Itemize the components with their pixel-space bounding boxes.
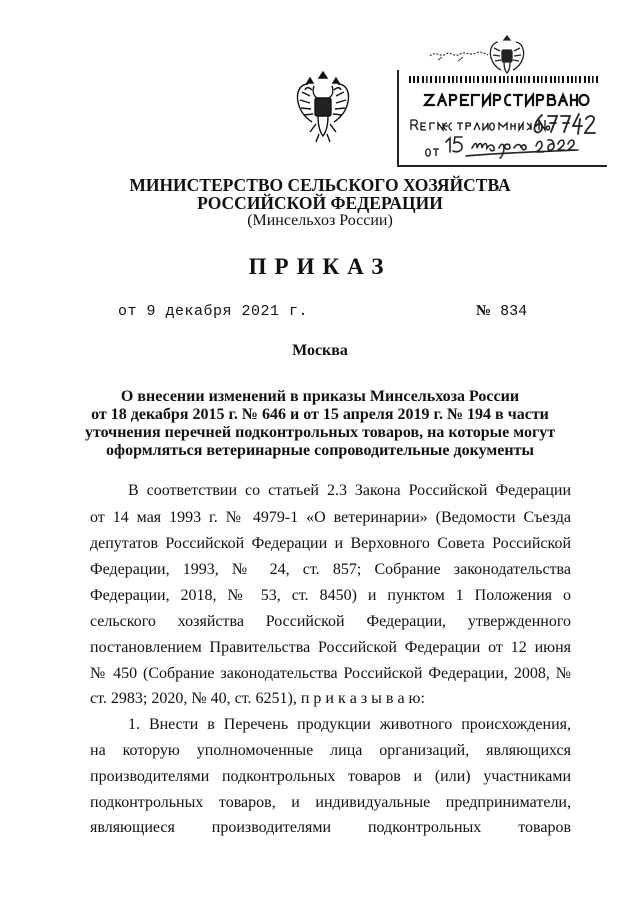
order-title-line: от 18 декабря 2015 г. № 646 и от 15 апреля 2019 г. № 194 в части [91,406,549,423]
order-title-line: оформляться ветеринарные сопроводительные документы [106,442,534,459]
order-title-line: уточнения перечней подконтрольных товаров, на которые могут [84,424,556,441]
ministry-short-name: (Минсельхоз России) [247,212,393,229]
coat-of-arms-emblem [292,68,354,146]
order-number-value: 834 [500,303,528,320]
body-text-line: ст. 2983; 2020, № 40, ст. 6251), п р и к а з ы в а ю: [90,690,425,707]
body-text-line: В соответствии со статьей 2.3 Закона Российской Федерации [128,482,571,499]
body-text-line: производителями подконтрольных товаров и (или) участниками [90,768,571,785]
body-text-line: на которую уполномоченные лица организаций, являющихся [90,742,571,759]
order-date: от 9 декабря 2021 г. [118,303,309,320]
body-text-line: от 14 мая 1993 г. № 4979-1 «О ветеринарии» (Ведомости Съезда [90,509,571,526]
body-text-line: подконтрольных товаров, и индивидуальные предприниматели, [90,794,571,811]
signature-mark [428,44,490,66]
body-text-line: депутатов Российской Федерации и Верховного Совета Российской [90,535,571,552]
body-text-line: сельского хозяйства Российской Федерации, утвержденного [90,613,571,630]
ministry-name-line1: МИНИСТЕРСТВО СЕЛЬСКОГО ХОЗЯЙСТВА [129,175,511,195]
ministry-name-line2: РОССИЙСКОЙ ФЕДЕРАЦИИ [197,193,443,213]
document-type-heading: ПРИКАЗ [248,254,392,279]
number-sign: № [476,303,492,319]
order-number [476,303,527,320]
handwritten-registration-date [444,132,592,160]
order-title-line: О внесении изменений в приказы Минсельхоза России [120,388,520,405]
body-text-line: Федерации, 2018, № 53, ст. 8450) и пунктом 1 Положения о [90,587,571,604]
body-text-line: 1. Внести в Перечень продукции животного происхождения, [128,716,571,733]
city: Москва [292,342,348,359]
body-text-line: постановлением Правительства Российской Федерации от 12 июня [90,639,571,656]
body-text-line: Федерации, 1993, № 24, ст. 857; Собрание законодательства [90,561,571,578]
body-text-line: № 450 (Собрание законодательства Российской Федерации, 2008, № [90,665,571,682]
body-text-line: являющиеся производителями подконтрольных товаров [90,819,571,836]
